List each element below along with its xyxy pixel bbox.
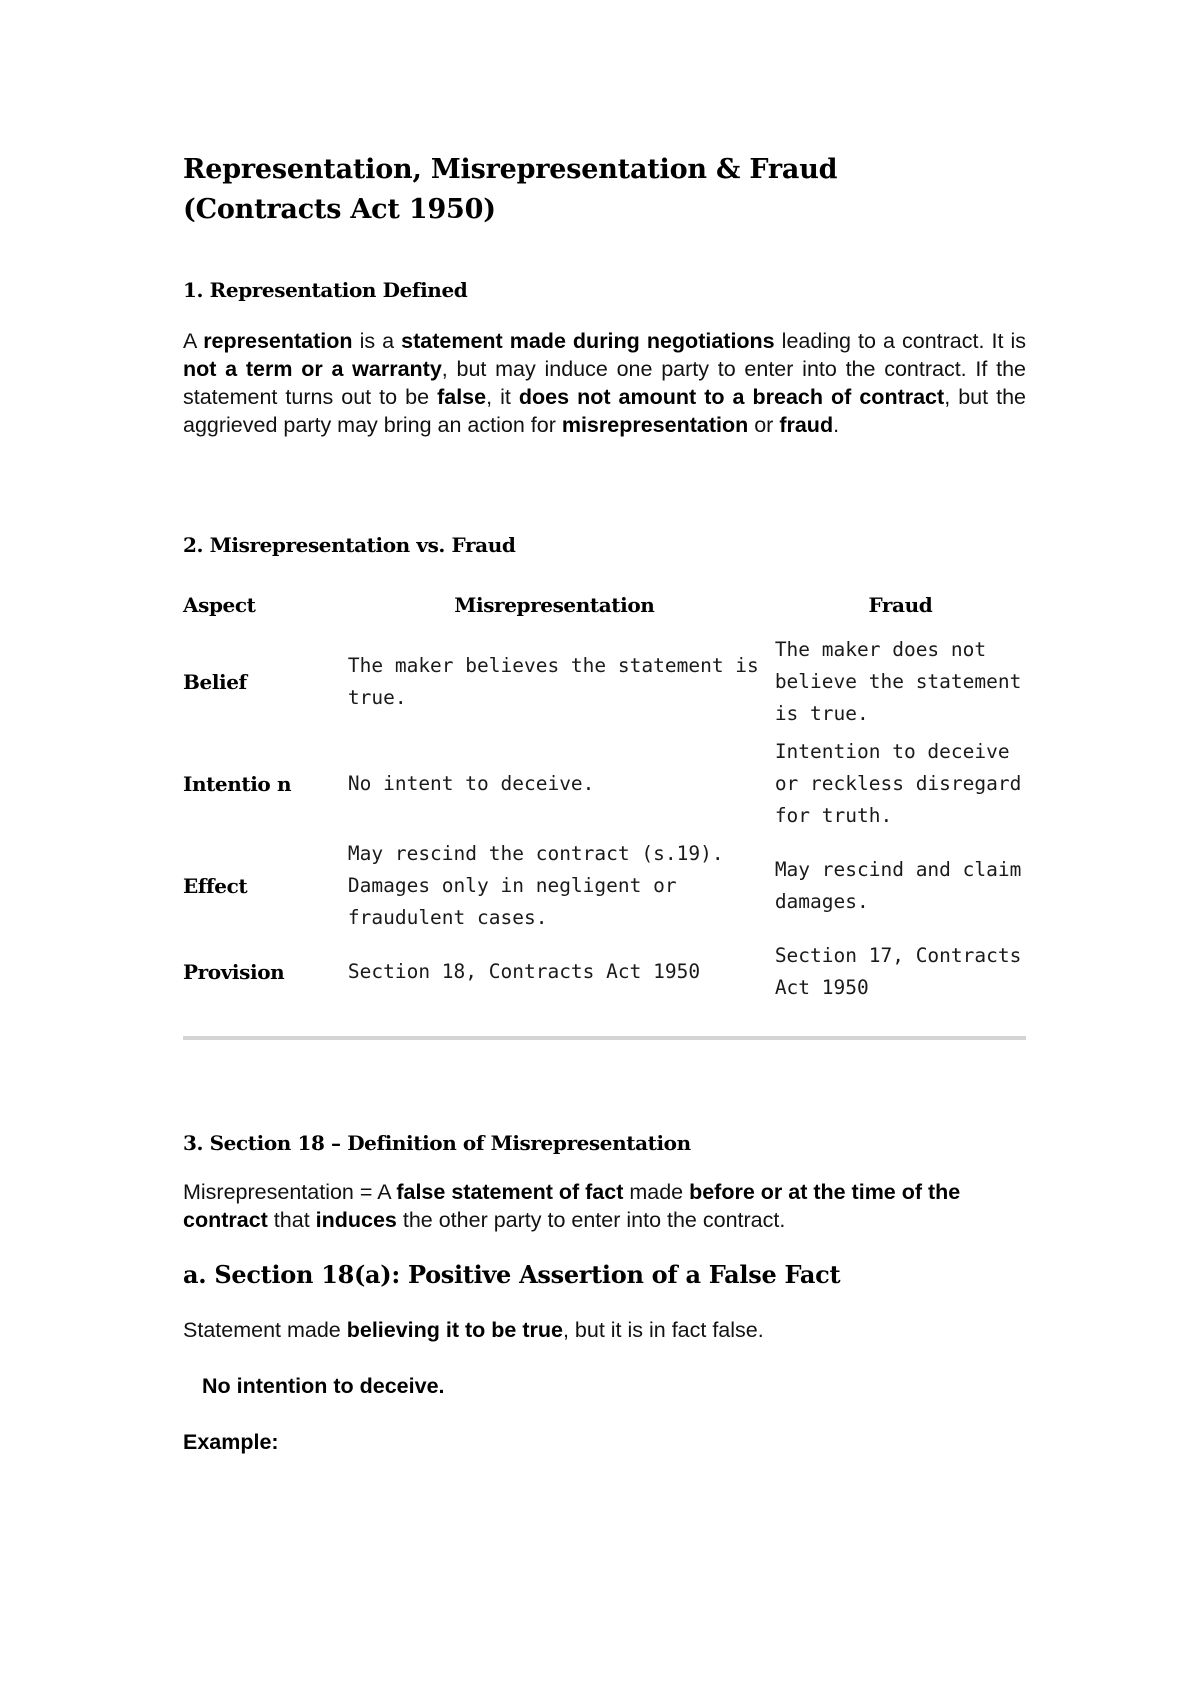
table-row [183, 838, 1026, 940]
row-fraud: The maker does not believe the statement is true. [774, 638, 1022, 725]
title-line-1: Representation, Misrepresentation & Fraud [183, 154, 838, 185]
header-aspect: Aspect [183, 593, 256, 617]
comparison-table [183, 592, 1026, 1010]
row-misrepresentation: Section 18, Contracts Act 1950 [347, 960, 701, 983]
header-misrepresentation: Misrepresentation [454, 593, 655, 617]
title-line-2: (Contracts Act 1950) [183, 194, 496, 225]
row-aspect: Effect [183, 874, 248, 898]
no-intention-note: No intention to deceive. [202, 1374, 445, 1398]
header-fraud: Fraud [868, 593, 933, 617]
section-2-heading: 2. Misrepresentation vs. Fraud [183, 533, 516, 557]
table-header-row [183, 592, 1026, 634]
row-misrepresentation: No intent to deceive. [347, 772, 595, 795]
subsection-a-paragraph: Statement made believing it to be true, but it is in fact false. [183, 1318, 764, 1342]
table-row [183, 634, 1026, 736]
example-label: Example: [183, 1430, 279, 1454]
row-aspect: Provision [183, 960, 285, 984]
section-3-heading: 3. Section 18 – Definition of Misrepresentation [183, 1131, 691, 1155]
representation-definition-paragraph: A representation is a statement made during negotiations leading to a contract. It is not a term or a warranty, but may induce one party to enter into the contract. If the statement turns out to be false, it does not amount to a breach of contract, but the aggrieved party may bring an action for misrepresentation or fraud. [183, 329, 1026, 437]
row-fraud: Section 17, Contracts Act 1950 [774, 944, 1022, 999]
row-misrepresentation: May rescind the contract (s.19). Damages only in negligent or fraudulent cases. [347, 842, 724, 929]
subsection-a-heading: a. Section 18(a): Positive Assertion of a False Fact [183, 1260, 841, 1289]
row-fraud: Intention to deceive or reckless disregard for truth. [774, 740, 1022, 827]
row-aspect: Intentio n [183, 772, 292, 796]
misrepresentation-definition-paragraph: Misrepresentation = A false statement of fact made before or at the time of the contract that induces the other party to enter into the contract. [183, 1180, 961, 1232]
document-title [183, 150, 1026, 230]
row-misrepresentation: The maker believes the statement is true. [347, 654, 759, 709]
table-row [183, 940, 1026, 1010]
row-aspect: Belief [183, 670, 247, 694]
row-fraud: May rescind and claim damages. [774, 858, 1022, 913]
term-representation: representation [203, 329, 353, 353]
section-1-heading: 1. Representation Defined [183, 278, 468, 302]
table-row [183, 736, 1026, 838]
